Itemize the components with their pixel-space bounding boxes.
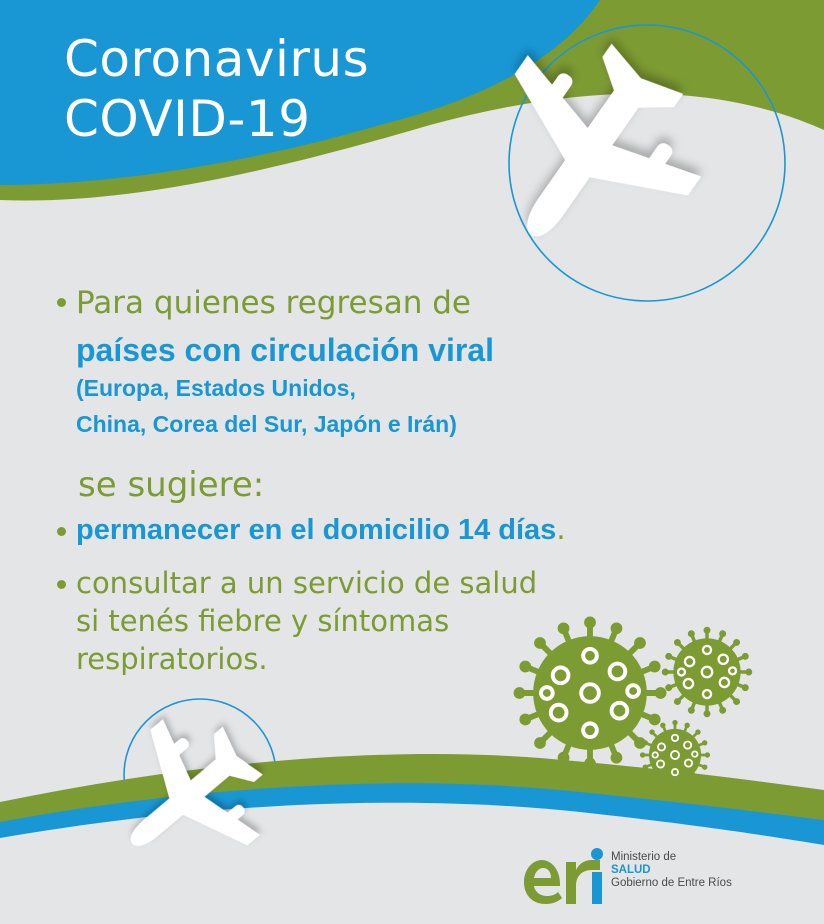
title-line-1: Coronavirus bbox=[64, 30, 370, 88]
intro-line-3: (Europa, Estados Unidos, bbox=[76, 375, 356, 401]
intro-line-4: China, Corea del Sur, Japón e Irán) bbox=[76, 411, 457, 437]
intro-line-2: países con circulación viral bbox=[76, 332, 494, 368]
virus-icon-large bbox=[514, 617, 667, 770]
suggestion-item-2-line-3: respiratorios. bbox=[76, 642, 268, 676]
bullet-icon bbox=[57, 298, 66, 307]
logo-text bbox=[611, 851, 732, 890]
suggestion-item-2-line-1: consultar a un servicio de salud bbox=[76, 566, 538, 600]
bullet-icon bbox=[57, 527, 66, 536]
bullet-icon bbox=[57, 580, 66, 589]
virus-icon-small bbox=[640, 720, 710, 790]
suggestion-item-1-period: . bbox=[556, 512, 566, 546]
suggestion-item-2-line-2: si tenés fiebre y síntomas bbox=[76, 604, 450, 638]
suggestion-item-1-text: permanecer en el domicilio 14 días bbox=[76, 514, 557, 546]
logo-line-2: SALUD bbox=[611, 864, 651, 876]
virus-icon-medium bbox=[662, 627, 752, 717]
suggestion-item-1 bbox=[76, 512, 566, 547]
intro-line-1: Para quienes regresan de bbox=[76, 285, 471, 321]
title-line-2: COVID-19 bbox=[64, 90, 311, 148]
logo-line-1: Ministerio de bbox=[611, 851, 677, 863]
suggestion-heading: se sugiere: bbox=[78, 465, 265, 505]
logo-line-3: Gobierno de Entre Ríos bbox=[611, 877, 732, 889]
